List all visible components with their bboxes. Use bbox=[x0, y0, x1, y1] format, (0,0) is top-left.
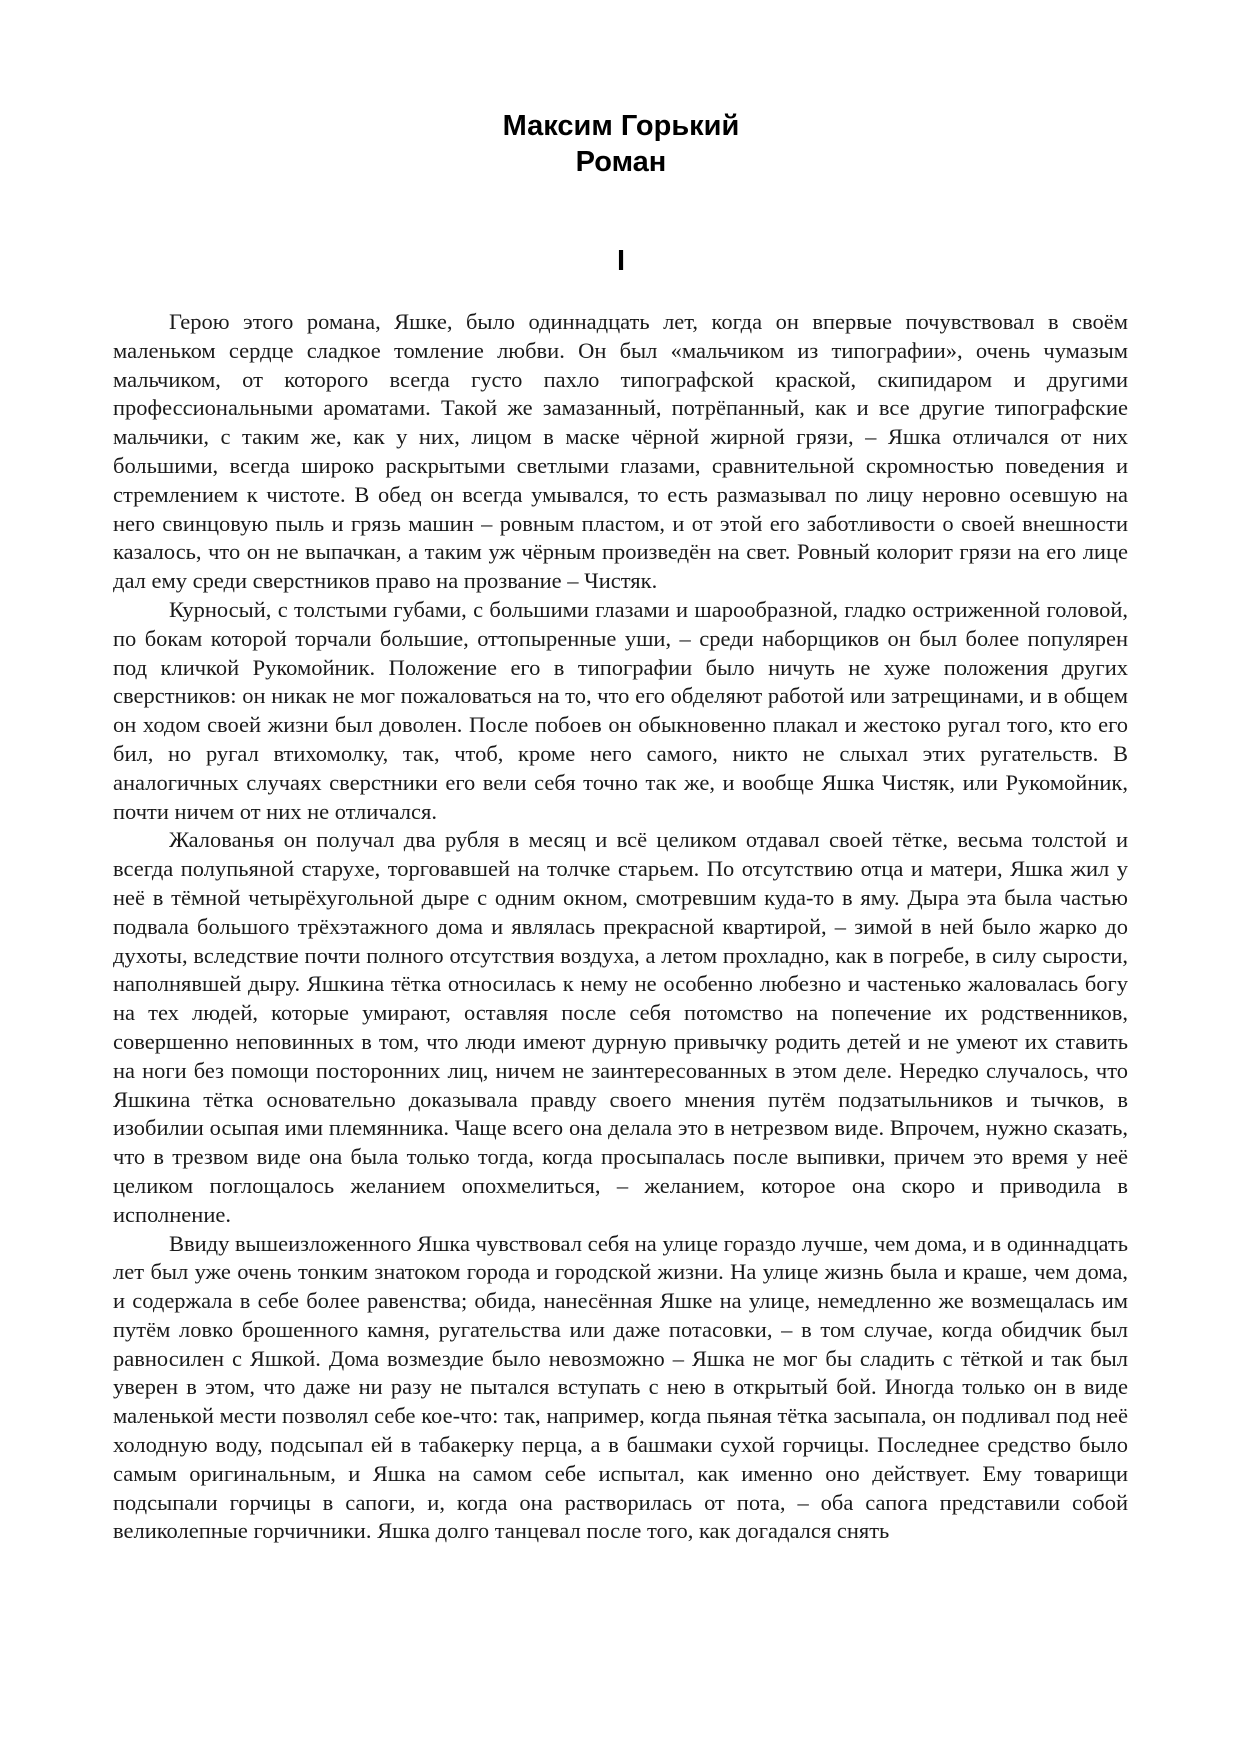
book-title: Роман bbox=[575, 146, 667, 178]
paragraph: Ввиду вышеизложенного Яшка чувствовал себя на улице гораздо лучше, чем дома, и в одиннадцать лет был уже очень тонким знатоком города и городской жизни. На улице жизнь была и краше, чем дома, и содержала в себе более равенства; обида, нанесённая Яшке на улице, немедленно же возмещалась им путём ловко брошенного камня, ругательства или даже потасовки, – в том случае, когда обидчик был равносилен с Яшкой. Дома возмездие было невозможно – Яшка не мог бы сладить с тёткой и так был уверен в этом, что даже ни разу не пытался вступать с нею в открытый бой. Иногда только он в виде маленькой мести позволял себе кое-что: так, например, когда пьяная тётка засыпала, он подливал под неё холодную воду, подсыпал ей в табакерку перца, а в башмаки сухой горчицы. Последнее средство было самым оригинальным, и Яшка на самом себе испытал, как именно оно действует. Ему товарищи подсыпали горчицы в сапоги, и, когда она растворилась от пота, – оба сапога представили собой великолепные горчичники. Яшка долго танцевал после того, как догадался снять bbox=[113, 1230, 1128, 1544]
title-block bbox=[0, 108, 1242, 180]
paragraph: Курносый, с толстыми губами, с большими глазами и шарообразной, гладко остриженной головой, по бокам которой торчали большие, оттопыренные уши, – среди наборщиков он был более популярен под кличкой Рукомойник. Положение его в типографии было ничуть не хуже положения других сверстников: он никак не мог пожаловаться на то, что его обделяют работой или затрещинами, и в общем он ходом своей жизни был доволен. После побоев он обыкновенно плакал и жестоко ругал того, кто его бил, но ругал втихомолку, так, чтоб, кроме него самого, никто не слыхал этих ругательств. В аналогичных случаях сверстники его вели себя точно так же, и вообще Яшка Чистяк, или Рукомойник, почти ничем от них не отличался. bbox=[113, 596, 1128, 824]
paragraph: Герою этого романа, Яшке, было одиннадцать лет, когда он впервые почувствовал в своём маленьком сердце сладкое томление любви. Он был «мальчиком из типографии», очень чумазым мальчиком, от которого всегда густо пахло типографской краской, скипидаром и другими профессиональными ароматами. Такой же замазанный, потрёпанный, как и все другие типографские мальчики, с таким же, как у них, лицом в маске чёрной жирной грязи, – Яшка отличался от них большими, всегда широко раскрытыми светлыми глазами, сравнительной скромностью поведения и стремлением к чистоте. В обед он всегда умывался, то есть размазывал по лицу неровно осевшую на него свинцовую пыль и грязь машин – ровным пластом, и от этой его заботливости о своей внешности казалось, что он не выпачкан, а таким уж чёрным произведён на свет. Ровный колорит грязи на его лице дал ему среди сверстников право на прозвание – Чистяк. bbox=[113, 309, 1128, 594]
paragraph: Жалованья он получал два рубля в месяц и всё целиком отдавал своей тётке, весьма толстой и всегда полупьяной старухе, торговавшей на толчке старьем. По отсутствию отца и матери, Яшка жил у неё в тёмной четырёхугольной дыре с одним окном, смотревшим куда-то в яму. Дыра эта была частью подвала большого трёхэтажного дома и являлась прекрасной квартирой, – зимой в ней было жарко до духоты, вследствие почти полного отсутствия воздуха, а летом прохладно, как в погребе, в силу сырости, наполнявшей дыру. Яшкина тётка относилась к нему не особенно любезно и частенько жаловалась богу на тех людей, которые умирают, оставляя после себя потомство на попечение их родственников, совершенно неповинных в том, что люди имеют дурную привычку родить детей и не умеют их ставить на ноги без помощи посторонних лиц, ничем не заинтересованных в этом деле. Нередко случалось, что Яшкина тётка основательно доказывала правду своего мнения путём подзатыльников и тычков, в изобилии осыпая ими племянника. Чаще всего она делала это в нетрезвом виде. Впрочем, нужно сказать, что в трезвом виде она была только тогда, когда просыпалась после выпивки, причем это время у неё целиком поглощалось желанием опохмелиться, – желанием, которое она скоро и приводила в исполнение. bbox=[113, 827, 1128, 1227]
body-text bbox=[113, 308, 1128, 1546]
author-name: Максим Горький bbox=[502, 110, 740, 142]
chapter-heading: I bbox=[616, 245, 626, 277]
